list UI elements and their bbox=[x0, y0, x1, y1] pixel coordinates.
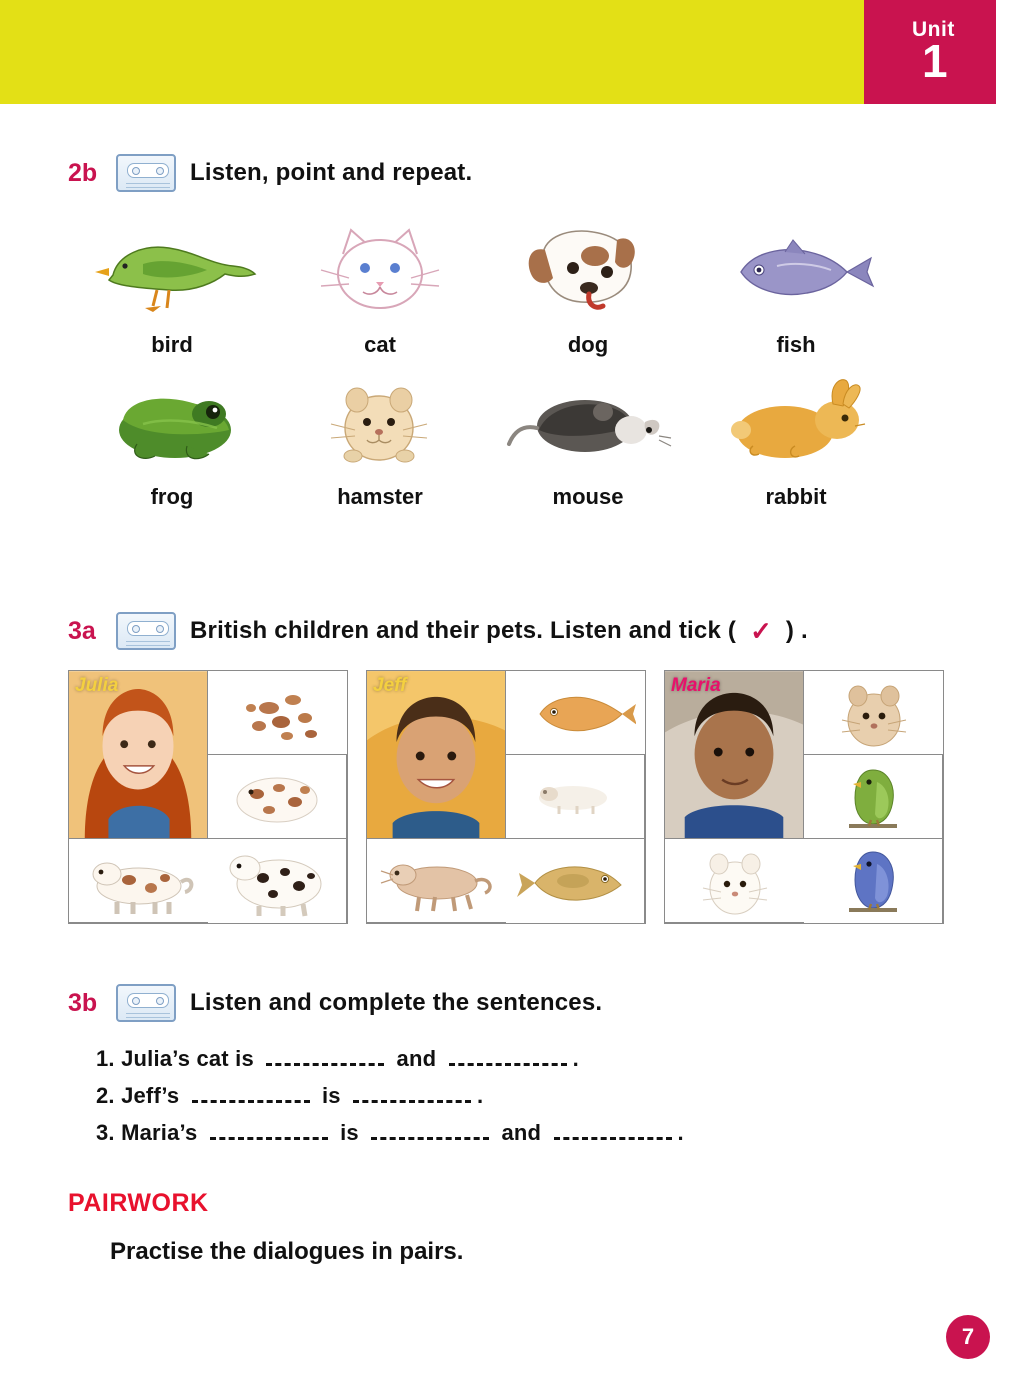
pet-cell-jeff-4[interactable] bbox=[506, 839, 645, 923]
vocab-item-cat bbox=[276, 214, 484, 358]
exercise-3a-header bbox=[68, 612, 978, 650]
pet-cell-julia-2[interactable] bbox=[208, 755, 347, 839]
unit-label: Unit bbox=[912, 18, 955, 41]
pet-cell-maria-4[interactable] bbox=[804, 839, 943, 923]
answer-blank[interactable] bbox=[554, 1125, 672, 1140]
vocab-label: cat bbox=[364, 332, 396, 357]
sentence-text: . bbox=[572, 1046, 579, 1071]
vocab-item-hamster bbox=[276, 366, 484, 510]
exercise-3a-number: 3a bbox=[68, 616, 96, 645]
hamster-illustration bbox=[285, 366, 475, 478]
exercise-3a bbox=[68, 612, 978, 924]
vocab-label: fish bbox=[776, 332, 816, 357]
sentence-text: Jeff’s bbox=[121, 1083, 180, 1108]
exercise-3a-title-after: ) . bbox=[785, 617, 808, 644]
exercise-3b-title: Listen and complete the sentences. bbox=[190, 989, 603, 1016]
cat-illustration bbox=[285, 214, 475, 326]
vocab-label: rabbit bbox=[765, 484, 827, 509]
sentence-text: Maria’s bbox=[121, 1120, 198, 1145]
vocab-label: mouse bbox=[552, 484, 624, 509]
banner-yellow-bar bbox=[0, 0, 864, 104]
child-photo bbox=[665, 671, 804, 839]
exercise-2b-number: 2b bbox=[68, 158, 98, 187]
exercise-3b bbox=[68, 984, 968, 1157]
pet-cell-maria-1[interactable] bbox=[804, 671, 943, 755]
pet-cell-julia-1[interactable] bbox=[208, 671, 347, 755]
unit-number: 1 bbox=[922, 35, 948, 87]
answer-blank[interactable] bbox=[192, 1088, 310, 1103]
tick-icon: ✓ bbox=[750, 615, 772, 646]
exercise-2b-title: Listen, point and repeat. bbox=[190, 159, 473, 186]
answer-blank[interactable] bbox=[353, 1088, 471, 1103]
pairwork-heading: PAIRWORK bbox=[68, 1189, 209, 1217]
fish-illustration bbox=[701, 214, 891, 326]
girl-photo bbox=[69, 671, 208, 839]
vocab-item-frog bbox=[68, 366, 276, 510]
answer-blank[interactable] bbox=[210, 1125, 328, 1140]
sentence-text: and bbox=[396, 1046, 437, 1071]
pet-cell-julia-3[interactable] bbox=[69, 839, 208, 923]
pets-grid-julia bbox=[68, 670, 348, 924]
cassette-icon bbox=[116, 984, 176, 1022]
pets-grid-jeff bbox=[366, 670, 646, 924]
page-content bbox=[0, 104, 1024, 1387]
vocab-item-bird bbox=[68, 214, 276, 358]
vocab-item-mouse bbox=[484, 366, 692, 510]
sentence-list bbox=[96, 1046, 968, 1146]
vocabulary-grid bbox=[68, 214, 968, 510]
mouse-illustration bbox=[493, 366, 683, 478]
sentence-text: . bbox=[477, 1083, 484, 1108]
exercise-2b bbox=[68, 154, 968, 510]
page-banner bbox=[0, 0, 1024, 104]
sentence-number: 3. bbox=[96, 1120, 115, 1145]
child-name-maria: Maria bbox=[671, 675, 721, 696]
sentence-1 bbox=[96, 1046, 968, 1072]
pairwork-instruction: Practise the dialogues in pairs. bbox=[110, 1238, 464, 1265]
pet-cell-jeff-1[interactable] bbox=[506, 671, 645, 755]
vocab-label: hamster bbox=[337, 484, 423, 509]
pet-cell-jeff-2[interactable] bbox=[506, 755, 645, 839]
rabbit-illustration bbox=[701, 366, 891, 478]
vocab-item-rabbit bbox=[692, 366, 900, 510]
pets-grid-row bbox=[68, 670, 978, 924]
sentence-number: 2. bbox=[96, 1083, 115, 1108]
answer-blank[interactable] bbox=[449, 1051, 567, 1066]
cassette-icon bbox=[116, 612, 176, 650]
pet-cell-maria-3[interactable] bbox=[665, 839, 804, 923]
frog-illustration bbox=[77, 366, 267, 478]
vocab-label: dog bbox=[567, 332, 609, 357]
answer-blank[interactable] bbox=[371, 1125, 489, 1140]
answer-blank[interactable] bbox=[266, 1051, 384, 1066]
unit-tab-notch bbox=[996, 0, 1024, 104]
sentence-text: is bbox=[340, 1120, 359, 1145]
pets-grid-maria bbox=[664, 670, 944, 924]
exercise-3a-title-before: British children and their pets. Listen and tick ( bbox=[190, 617, 737, 644]
pet-cell-julia-4[interactable] bbox=[208, 839, 347, 923]
sentence-text: . bbox=[677, 1120, 684, 1145]
exercise-3b-number: 3b bbox=[68, 988, 98, 1017]
pairwork-section bbox=[68, 1189, 968, 1266]
sentence-text: and bbox=[501, 1120, 542, 1145]
pet-cell-jeff-3[interactable] bbox=[367, 839, 506, 923]
sentence-text: Julia’s cat is bbox=[121, 1046, 254, 1071]
unit-tab bbox=[864, 0, 1024, 104]
exercise-2b-header bbox=[68, 154, 968, 192]
child-name-julia: Julia bbox=[75, 675, 119, 696]
sentence-text: is bbox=[321, 1083, 341, 1108]
sentence-number: 1. bbox=[96, 1046, 115, 1071]
child-name-jeff: Jeff bbox=[373, 675, 407, 696]
sentence-2 bbox=[96, 1083, 968, 1109]
boy-photo bbox=[367, 671, 506, 839]
exercise-3b-header bbox=[68, 984, 968, 1022]
cassette-icon bbox=[116, 154, 176, 192]
vocab-label: bird bbox=[151, 332, 193, 357]
vocab-item-dog bbox=[484, 214, 692, 358]
vocab-label: frog bbox=[150, 484, 194, 509]
sentence-3 bbox=[96, 1120, 968, 1146]
page-number: 7 bbox=[946, 1315, 990, 1359]
bird-illustration bbox=[77, 214, 267, 326]
dog-illustration bbox=[493, 214, 683, 326]
pet-cell-maria-2[interactable] bbox=[804, 755, 943, 839]
vocab-item-fish bbox=[692, 214, 900, 358]
